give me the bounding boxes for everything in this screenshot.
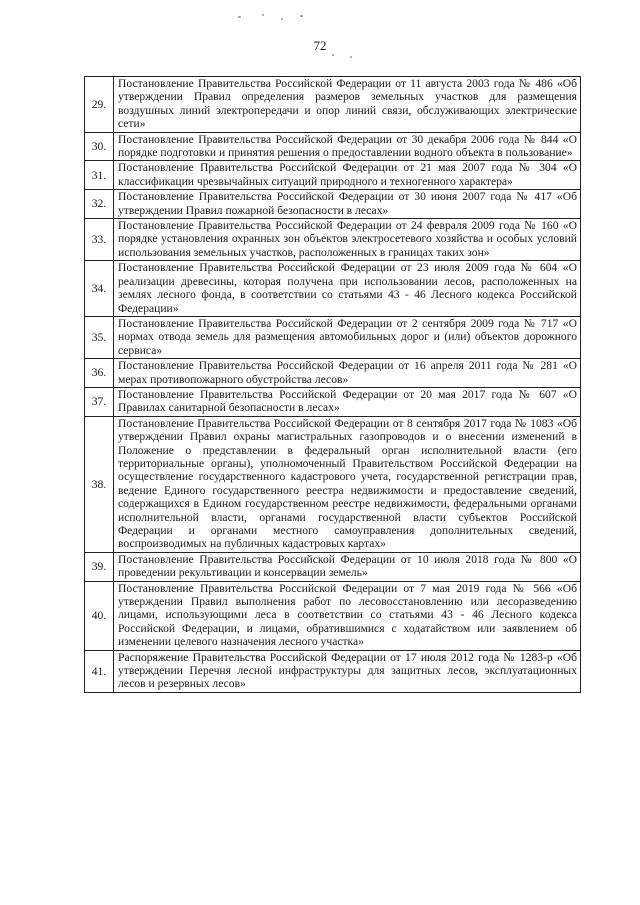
table-row xyxy=(85,552,581,581)
row-number: 38. xyxy=(85,416,114,552)
scan-speck xyxy=(300,15,303,17)
regulation-text: Постановление Правительства Российской Федерации от 2 сентября 2009 года № 717 «О нормах отвода земель для размещения автомобильных дорог и (или) объектов дорожного сервиса» xyxy=(114,316,581,358)
scan-speck xyxy=(332,54,334,56)
regulations-table-body xyxy=(85,77,581,693)
regulation-text: Постановление Правительства Российской Федерации от 8 сентября 2017 года № 1083 «Об утверждении Правил охраны магистральных газопроводов и о внесении изменений в Положение о представлении в федеральный орган исполнительной власти (его территориальные органы), уполномоченный Правительством Российской Федерации на осуществление государственного кадастрового учета, государственной регистрации прав, ведение Единого государственного реестра недвижимости и предоставление сведений, содержащихся в Едином государственном реестре недвижимости, федеральными органами исполнительной власти, органами государственной власти субъектов Российской Федерации и органами местного самоуправления дополнительных сведений, воспроизводимых на публичных кадастровых картах» xyxy=(114,416,581,552)
scan-speck xyxy=(350,56,352,58)
regulation-text: Постановление Правительства Российской Федерации от 16 апреля 2011 года № 281 «О мерах противопожарного обустройства лесов» xyxy=(114,359,581,388)
regulation-text: Постановление Правительства Российской Федерации от 24 февраля 2009 года № 160 «О порядке установления охранных зон объектов электросетевого хозяйства и особых условий использования земельных участков, расположенных в границах таких зон» xyxy=(114,219,581,261)
regulation-text: Постановление Правительства Российской Федерации от 30 декабря 2006 года № 844 «О порядке подготовки и принятия решения о предоставлении водного объекта в пользование» xyxy=(114,132,581,161)
regulation-text: Постановление Правительства Российской Федерации от 23 июля 2009 года № 604 «О реализации древесины, которая получена при использовании лесов, расположенных на землях лесного фонда, в соответствии со статьями 43 - 46 Лесного кодекса Российской Федерации» xyxy=(114,261,581,317)
table-row xyxy=(85,416,581,552)
table-row xyxy=(85,261,581,317)
row-number: 31. xyxy=(85,161,114,190)
regulation-text: Распоряжение Правительства Российской Федерации от 17 июля 2012 года № 1283-р «Об утверждении Перечня лесной инфраструктуры для защитных лесов, эксплуатационных лесов и резервных лесов» xyxy=(114,650,581,692)
table-row xyxy=(85,359,581,388)
scan-speck xyxy=(262,14,264,16)
page-number: 72 xyxy=(313,38,327,53)
regulation-text: Постановление Правительства Российской Федерации от 10 июля 2018 года № 800 «О проведении рекультивации и консервации земель» xyxy=(114,552,581,581)
table-row xyxy=(85,190,581,219)
regulations-table xyxy=(84,76,581,693)
row-number: 33. xyxy=(85,219,114,261)
row-number: 32. xyxy=(85,190,114,219)
regulation-text: Постановление Правительства Российской Федерации от 7 мая 2019 года № 566 «Об утверждении Правил выполнения работ по лесовосстановлению или лесоразведению лицами, использующими леса в соответствии со статьями 43 - 46 Лесного кодекса Российской Федерации, и лицами, обратившимися с ходатайством или заявлением об изменении целевого назначения лесного участка» xyxy=(114,581,581,650)
table-row xyxy=(85,581,581,650)
table-row xyxy=(85,77,581,133)
row-number: 39. xyxy=(85,552,114,581)
row-number: 41. xyxy=(85,650,114,692)
table-row xyxy=(85,387,581,416)
row-number: 35. xyxy=(85,316,114,358)
row-number: 30. xyxy=(85,132,114,161)
table-row xyxy=(85,219,581,261)
row-number: 37. xyxy=(85,387,114,416)
row-number: 36. xyxy=(85,359,114,388)
row-number: 29. xyxy=(85,77,114,133)
scan-speck xyxy=(238,16,241,18)
regulation-text: Постановление Правительства Российской Федерации от 30 июня 2007 года № 417 «Об утверждении Правил пожарной безопасности в лесах» xyxy=(114,190,581,219)
row-number: 40. xyxy=(85,581,114,650)
row-number: 34. xyxy=(85,261,114,317)
table-row xyxy=(85,161,581,190)
regulation-text: Постановление Правительства Российской Федерации от 20 мая 2017 года № 607 «О Правилах санитарной безопасности в лесах» xyxy=(114,387,581,416)
table-row xyxy=(85,650,581,692)
table-row xyxy=(85,132,581,161)
table-row xyxy=(85,316,581,358)
scan-speck xyxy=(281,18,283,20)
regulation-text: Постановление Правительства Российской Федерации от 11 августа 2003 года № 486 «Об утверждении Правил определения размеров земельных участков для размещения воздушных линий электропередачи и опор линий связи, обслуживающих электрические сети» xyxy=(114,77,581,133)
regulation-text: Постановление Правительства Российской Федерации от 21 мая 2007 года № 304 «О классификации чрезвычайных ситуаций природного и техногенного характера» xyxy=(114,161,581,190)
